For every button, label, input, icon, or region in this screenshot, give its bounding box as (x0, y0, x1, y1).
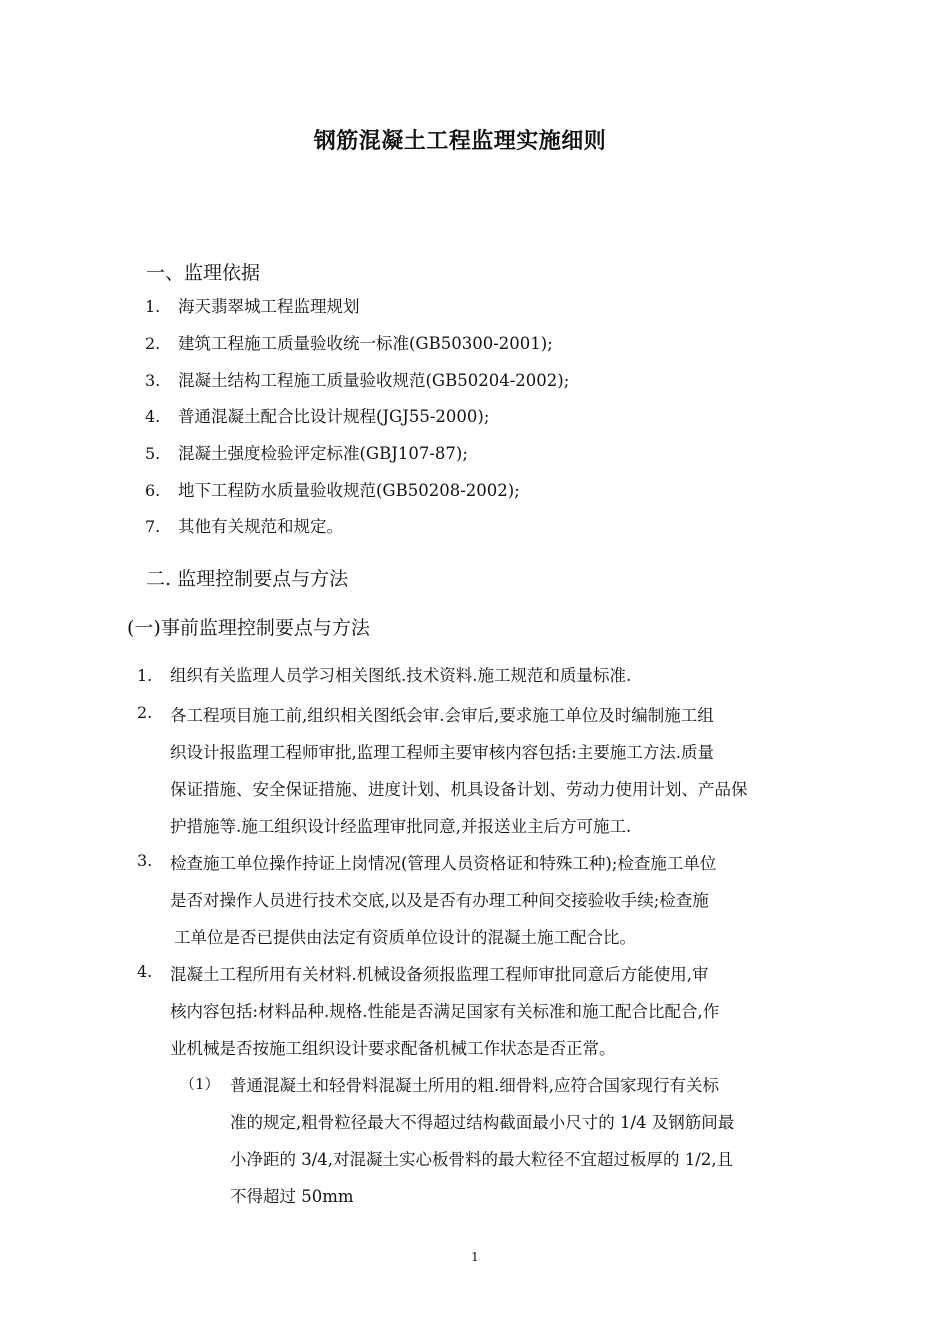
list-text: 其他有关规范和规定。 (178, 517, 343, 536)
list-text-line: 核内容包括:材料品种.规格.性能是否满足国家有关标准和施工配合比配合,作 (170, 1002, 720, 1021)
list-number: 5. (145, 444, 161, 463)
list-number: 1. (145, 297, 161, 316)
list-text: 海天翡翠城工程监理规划 (178, 297, 360, 316)
list-text-line: 织设计报监理工程师审批,监理工程师主要审核内容包括:主要施工方法.质量 (170, 743, 715, 762)
list-text-line: 护措施等.施工组织设计经监理审批同意,并报送业主后方可施工. (170, 817, 632, 836)
sub-list-text-line: 不得超过 50mm (230, 1187, 354, 1206)
list-text-line: 保证措施、安全保证措施、进度计划、机具设备计划、劳动力使用计划、产品保 (170, 780, 748, 799)
subsection-heading-pre-control: (一)事前监理控制要点与方法 (127, 617, 370, 639)
list-text: 普通混凝土配合比设计规程(JGJ55-2000); (178, 407, 490, 426)
list-number: 1. (137, 666, 153, 685)
list-text-line: 是否对操作人员进行技术交底,以及是否有办理工种间交接验收手续;检查施 (170, 891, 709, 910)
sub-list-text-line: 小净距的 3/4,对混凝土实心板骨料的最大粒径不宜超过板厚的 1/2,且 (230, 1150, 734, 1169)
sub-list-number: （1） (180, 1075, 220, 1093)
list-text: 组织有关监理人员学习相关图纸.技术资料.施工规范和质量标准. (170, 666, 632, 685)
list-text-line: 混凝土工程所用有关材料.机械设备须报监理工程师审批同意后方能使用,审 (170, 965, 709, 984)
list-text-line: 业机械是否按施工组织设计要求配备机械工作状态是否正常。 (170, 1039, 616, 1058)
list-number: 3. (137, 851, 153, 870)
list-text: 混凝土结构工程施工质量验收规范(GB50204-2002); (178, 371, 570, 390)
list-text-line: 检查施工单位操作持证上岗情况(管理人员资格证和特殊工种);检查施工单位 (170, 854, 717, 873)
list-number: 4. (145, 407, 161, 426)
list-number: 2. (145, 334, 161, 353)
list-text-line: 工单位是否已提供由法定有资质单位设计的混凝土施工配合比。 (174, 928, 636, 947)
list-number: 6. (145, 481, 161, 500)
list-text: 地下工程防水质量验收规范(GB50208-2002); (178, 481, 520, 500)
section-heading-basis: 一、监理依据 (146, 262, 261, 284)
section-heading-control: 二. 监理控制要点与方法 (146, 568, 349, 590)
document-title: 钢筋混凝土工程监理实施细则 (313, 128, 607, 154)
list-text-line: 各工程项目施工前,组织相关图纸会审.会审后,要求施工单位及时编制施工组 (170, 706, 714, 725)
list-text: 混凝土强度检验评定标准(GBJ107-87); (178, 444, 468, 463)
page-number: 1 (471, 1250, 479, 1264)
list-text: 建筑工程施工质量验收统一标准(GB50300-2001); (178, 334, 553, 353)
list-number: 2. (137, 703, 153, 722)
list-number: 7. (145, 517, 161, 536)
list-number: 3. (145, 371, 161, 390)
sub-list-text-line: 普通混凝土和轻骨料混凝土所用的粗.细骨料,应符合国家现行有关标 (230, 1076, 719, 1095)
sub-list-text-line: 准的规定,粗骨粒径最大不得超过结构截面最小尺寸的 1/4 及钢筋间最 (230, 1113, 735, 1132)
list-number: 4. (137, 962, 153, 981)
